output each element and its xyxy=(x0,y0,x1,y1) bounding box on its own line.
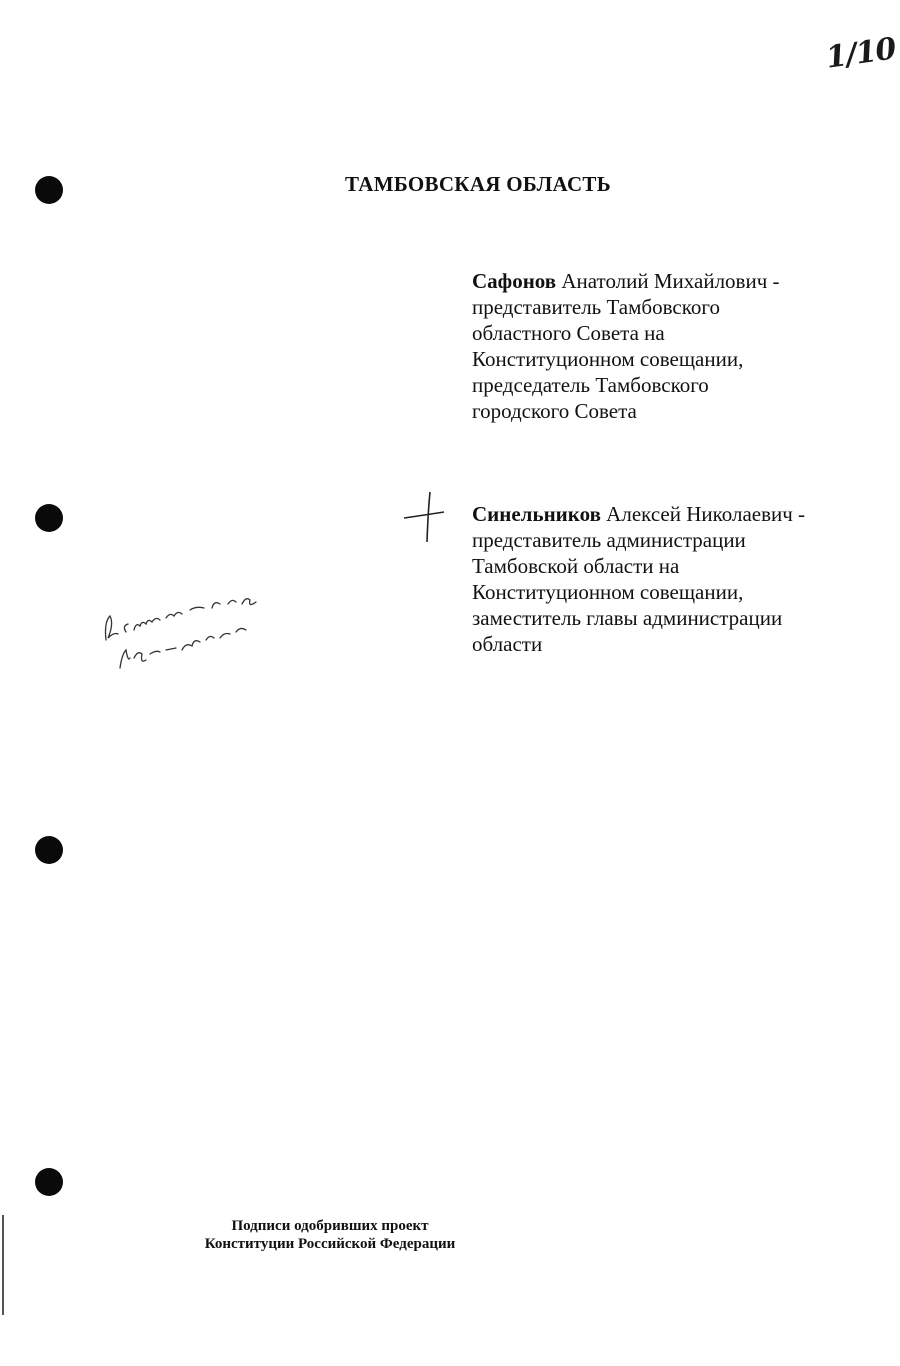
scan-edge-line xyxy=(2,1215,4,1315)
entry-line: области xyxy=(472,632,543,656)
punch-hole xyxy=(35,836,63,864)
entry-surname: Сафонов xyxy=(472,269,557,293)
entry-surname: Синельников xyxy=(472,502,601,526)
entry-name-rest: Анатолий Михайлович - xyxy=(556,269,780,293)
entry-line: Тамбовской области на xyxy=(472,554,680,578)
entry-line: Конституционном совещании, xyxy=(472,580,744,604)
entry-name-rest: Алексей Николаевич - xyxy=(600,502,806,526)
punch-hole xyxy=(35,1168,63,1196)
representative-entry xyxy=(472,268,852,424)
region-title: ТАМБОВСКАЯ ОБЛАСТЬ xyxy=(345,172,611,196)
entry-line: представитель Тамбовского xyxy=(472,295,720,319)
entry-line: председатель Тамбовского xyxy=(472,373,709,397)
entry-name-line xyxy=(472,268,852,294)
page-number: 1/10 xyxy=(823,31,898,76)
footer-line: Подписи одобривших проект xyxy=(231,1218,429,1234)
handwritten-cross-mark xyxy=(400,488,450,548)
footer-line: Конституции Российской Федерации xyxy=(204,1236,456,1252)
punch-hole xyxy=(35,176,63,204)
footer-note xyxy=(180,1217,480,1253)
handwritten-margin-note xyxy=(100,588,275,673)
entry-line: областного Совета на xyxy=(472,321,665,345)
entry-line: заместитель главы администрации xyxy=(472,606,783,630)
entry-name-line xyxy=(472,501,852,527)
representative-entry xyxy=(472,501,852,657)
entry-line: городского Совета xyxy=(472,399,637,423)
entry-line: представитель администрации xyxy=(472,528,746,552)
punch-hole xyxy=(35,504,63,532)
entry-line: Конституционном совещании, xyxy=(472,347,744,371)
